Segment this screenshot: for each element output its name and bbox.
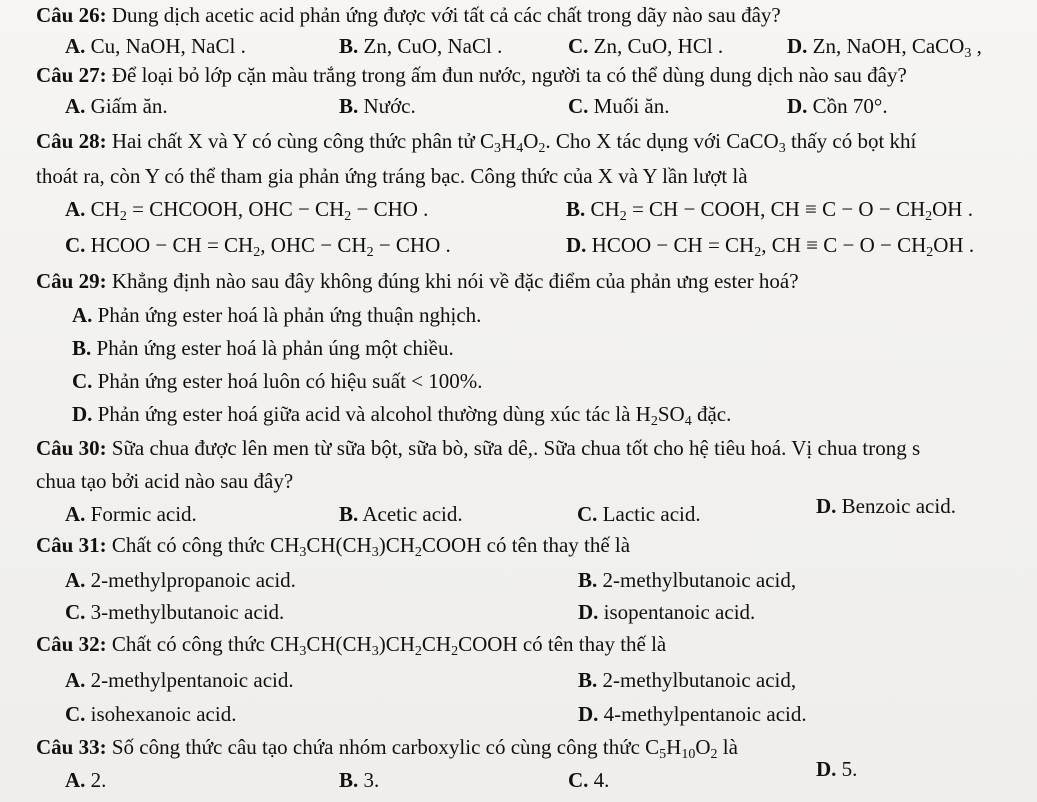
q26-option-c: C. Zn, CuO, HCl . [568,34,724,58]
question-28-cont: thoát ra, còn Y có thể tham gia phản ứng tráng bạc. Công thức của X và Y lần lượt là [36,164,748,188]
q28-option-b: B. $CH_2$ = CH − COOH, CH ≡ $C - O - CH_2OH$ . [566,197,973,224]
question-number: Câu 32: [36,632,107,656]
question-number: Câu 28: [36,129,107,153]
q26-option-d: D. Zn, NaOH, CaCO$_3$ , [787,34,982,61]
q26-option-a: A. Cu, NaOH, NaCl . [65,34,246,58]
question-number: Câu 27: [36,63,107,87]
question-28: Câu 28: Hai chất X và Y có cùng công thức phân tử $C_3H_4O_2$. Cho X tác dụng với CaCO$_3$ thấy có bọt khí [36,129,917,156]
q32-option-c: C. isohexanoic acid. [65,702,237,726]
q30-option-d: D. Benzoic acid. [816,494,956,518]
question-text: Để loại bỏ lớp cặn màu trắng trong ấm đun nước, người ta có thể dùng dung dịch nào sau đây? [111,63,907,87]
question-29 [36,268,799,294]
question-32: Câu 32: Chất có công thức $CH_3CH(CH_3)CH_2CH_2COOH$ có tên thay thế là [36,632,667,659]
question-27 [36,62,907,88]
q33-option-c: C. 4. [568,768,610,792]
question-text: Sữa chua được lên men từ sữa bột, sữa bò, sữa dê,. Sữa chua tốt cho hệ tiêu hoá. Vị chua trong s [111,436,921,460]
q29-option-d: D. Phản ứng ester hoá giữa acid và alcohol thường dùng xúc tác là $H_2SO_4$ đặc. [72,402,732,429]
q26-option-b: B. Zn, CuO, NaCl . [339,34,503,58]
q27-option-d: D. Cồn 70°. [787,94,888,118]
question-30-cont: chua tạo bởi acid nào sau đây? [36,469,294,493]
question-number: Câu 31: [36,533,107,557]
question-30 [36,435,920,461]
question-text: Dung dịch acetic acid phản ứng được với tất cả các chất trong dãy nào sau đây? [111,3,781,27]
q31-option-b: B. 2-methylbutanoic acid, [578,568,797,592]
q33-option-b: B. 3. [339,768,380,792]
q29-option-c: C. Phản ứng ester hoá luôn có hiệu suất < 100%. [72,369,483,393]
question-33: Câu 33: Số công thức câu tạo chứa nhóm carboxylic có cùng công thức $C_5H_{10}O_2$ là [36,735,738,762]
question-number: Câu 30: [36,436,107,460]
question-26 [36,2,781,28]
q32-option-b: B. 2-methylbutanoic acid, [578,668,797,692]
question-text: Khẳng định nào sau đây không đúng khi nói về đặc điểm của phản ưng ester hoá? [111,269,799,293]
q32-option-a: A. 2-methylpentanoic acid. [65,668,294,692]
q27-option-b: B. Nước. [339,94,416,118]
q28-option-d: D. HCOO − CH = $CH_2$, CH ≡ $C - O - CH_2OH$ . [566,233,975,260]
q30-option-c: C. Lactic acid. [577,502,701,526]
q28-option-a: A. $CH_2$ = CHCOOH, OHC − $CH_2$ − CHO . [65,197,429,224]
q33-option-a: A. 2. [65,768,107,792]
q30-option-b: B. Acetic acid. [339,502,463,526]
q31-option-c: C. 3-methylbutanoic acid. [65,600,285,624]
q30-option-a: A. Formic acid. [65,502,197,526]
q33-option-d: D. 5. [816,757,858,781]
q31-option-a: A. 2-methylpropanoic acid. [65,568,296,592]
q31-option-d: D. isopentanoic acid. [578,600,756,624]
q27-option-a: A. Giấm ăn. [65,94,168,118]
q29-option-a: A. Phản ứng ester hoá là phản ứng thuận nghịch. [72,303,482,327]
q29-option-b: B. Phản ứng ester hoá là phản úng một chiều. [72,336,454,360]
question-number: Câu 33: [36,735,107,759]
question-number: Câu 26: [36,3,107,27]
question-31: Câu 31: Chất có công thức $CH_3CH(CH_3)CH_2COOH$ có tên thay thế là [36,533,631,560]
question-number: Câu 29: [36,269,107,293]
q28-option-c: C. HCOO − CH = $CH_2$, OHC − $CH_2$ − CHO . [65,233,451,260]
q27-option-c: C. Muối ăn. [568,94,670,118]
q32-option-d: D. 4-methylpentanoic acid. [578,702,807,726]
